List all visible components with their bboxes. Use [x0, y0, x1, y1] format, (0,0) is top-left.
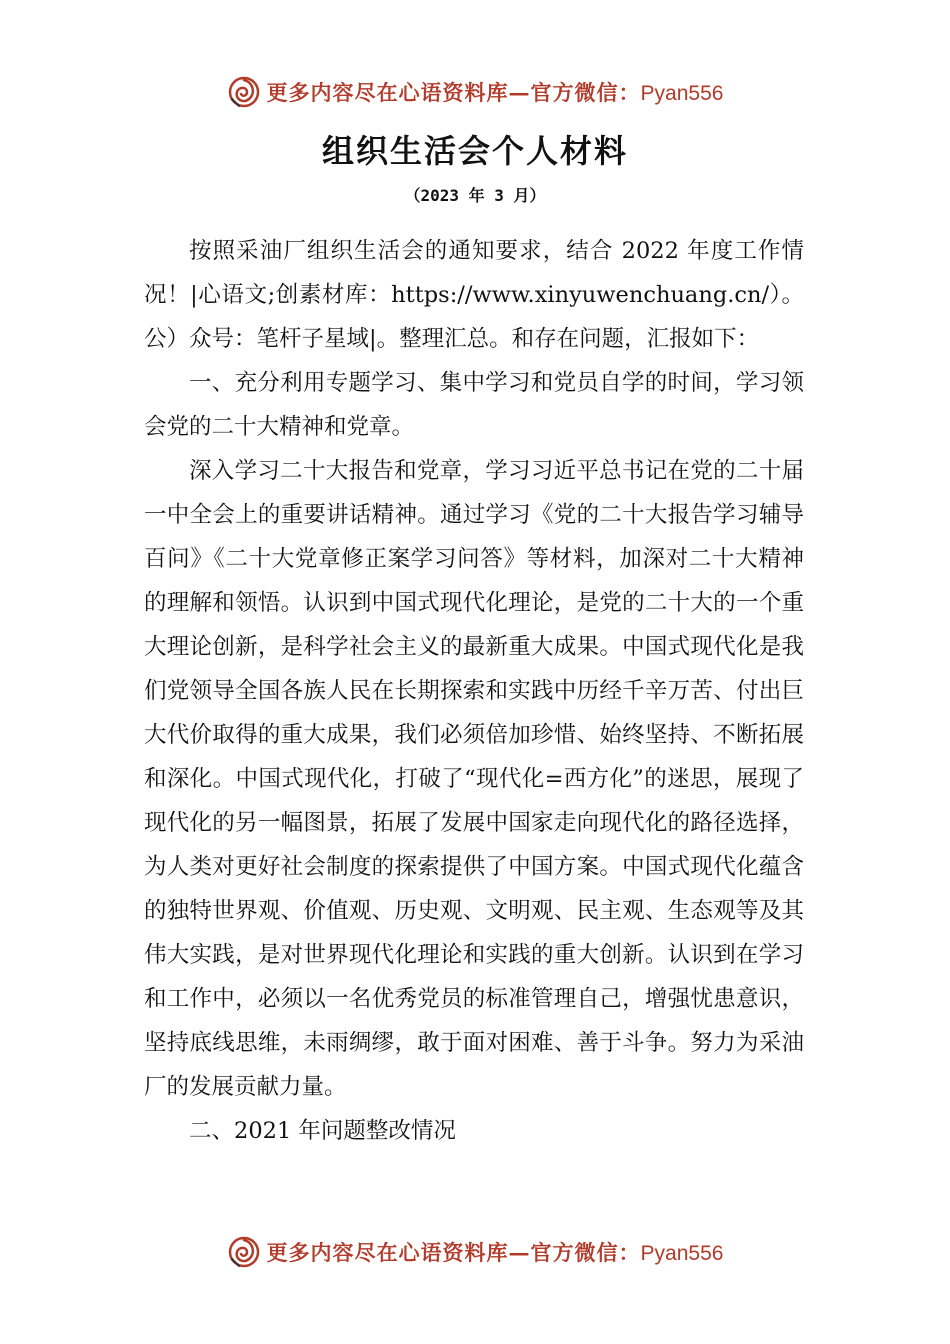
- body-paragraph-study: 深入学习二十大报告和党章，学习习近平总书记在党的二十届一中全会上的重要讲话精神。通过学习《党的二十大报告学习辅导百问》《二十大党章修正案学习问答》等材料，加深对二十大精神的理解和领悟。认识到中国式现代化理论，是党的二十大的一个重大理论创新，是科学社会主义的最新重大成果。中国式现代化是我们党领导全国各族人民在长期探索和实践中历经千辛万苦、付出巨大代价取得的重大成果，我们必须倍加珍惜、始终坚持、不断拓展和深化。中国式现代化，打破了“现代化=西方化”的迷思，展现了现代化的另一幅图景，拓展了发展中国家走向现代化的路径选择，为人类对更好社会制度的探索提供了中国方案。中国式现代化蕴含的独特世界观、价值观、历史观、文明观、民主观、生态观等及其伟大实践，是对世界现代化理论和实践的重大创新。认识到在学习和工作中，必须以一名优秀党员的标准管理自己，增强忧患意识，坚持底线思维，未雨绸缪，敢于面对困难、善于斗争。努力为采油厂的发展贡献力量。: [144, 458, 804, 1100]
- watermark-handle: Pyan556: [640, 1242, 724, 1265]
- body-paragraph-intro: 按照采油厂组织生活会的通知要求，结合 2022 年度工作情况！|心语文;创素材库：https://www.xinyuwenchuang.cn/）。公）众号：笔杆子星域|。整理汇总。和存在问题，汇报如下：: [144, 238, 804, 352]
- header-watermark: [0, 70, 950, 114]
- document-body: [144, 229, 804, 1153]
- watermark-text: 更多内容尽在心语资料库—官方微信：Pyan556: [266, 80, 724, 105]
- document-title: 组织生活会个人材料: [321, 132, 628, 170]
- watermark-handle: Pyan556: [640, 82, 724, 105]
- document-date: （2023 年 3 月）: [404, 186, 546, 205]
- spiral-seal-logo-icon: [227, 1235, 261, 1269]
- watermark-text: 更多内容尽在心语资料库—官方微信：Pyan556: [266, 1240, 724, 1265]
- body-paragraph-section-one-heading: 一、充分利用专题学习、集中学习和党员自学的时间，学习领会党的二十大精神和党章。: [144, 370, 804, 440]
- body-paragraph-section-two-heading: 二、2021 年问题整改情况: [189, 1118, 456, 1144]
- footer-watermark: [0, 1230, 950, 1274]
- spiral-seal-logo-icon: [227, 75, 261, 109]
